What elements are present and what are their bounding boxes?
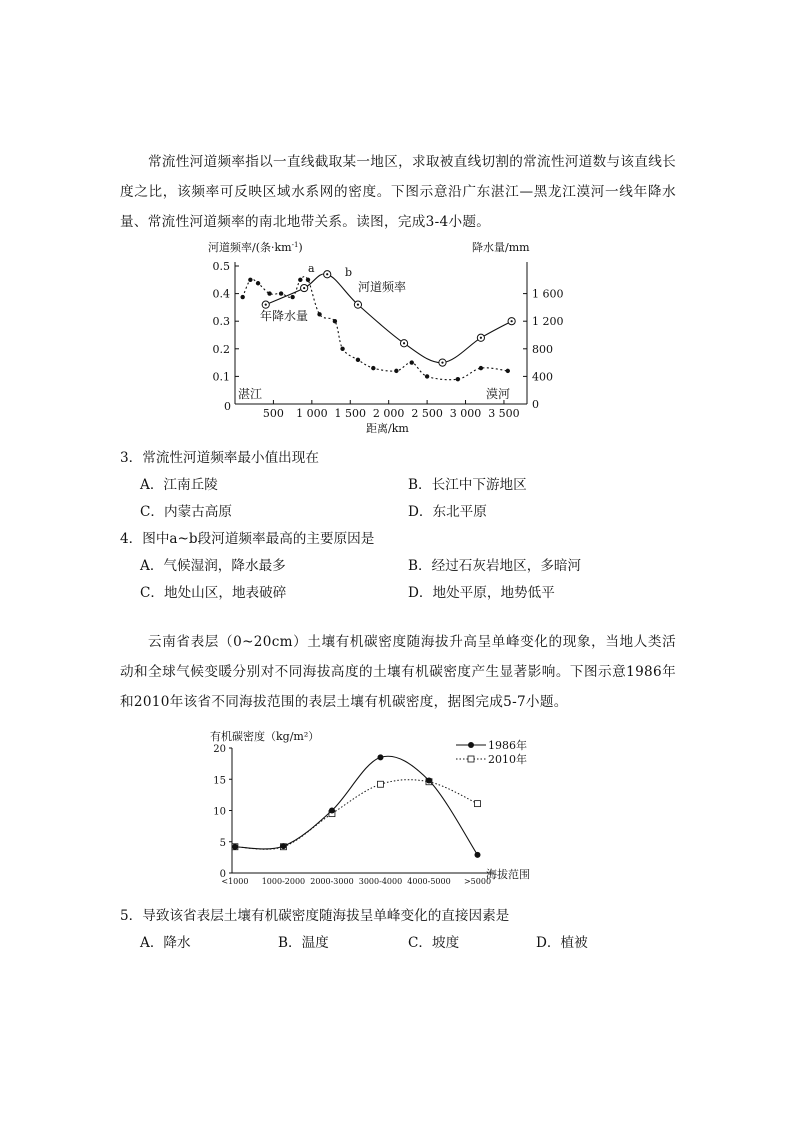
chart2-x-tick-label: 1000-2000 (261, 877, 306, 886)
label-a: a (308, 262, 315, 275)
chart2-y-tick-label: 15 (213, 775, 226, 787)
precipitation-point (317, 312, 321, 316)
chart2-x-tick-label: <1000 (221, 877, 249, 886)
series-1986-point (280, 843, 286, 849)
precipitation-point (290, 295, 294, 299)
river-frequency-point-center (303, 287, 305, 289)
legend-2010-marker (468, 756, 474, 762)
chart2-x-tick-label: >5000 (463, 877, 492, 886)
chart1-ylabel-left: 河道频率/(条$\cdot km^{-1}$) (208, 241, 303, 254)
chart2-xlabel: 海拔范围 (486, 868, 530, 881)
chart1-xlabel: 距离/km (366, 422, 409, 435)
series-1986-point (232, 844, 238, 850)
series-2010-point (475, 801, 481, 807)
precipitation-point (248, 278, 252, 282)
precipitation-point (340, 347, 344, 351)
chart1-x-tick-label: 500 (262, 407, 284, 420)
q3-option-c[interactable]: C．内蒙古高原 (140, 504, 232, 520)
precipitation-point (456, 377, 460, 381)
chart1-right-tick-label: 800 (532, 342, 553, 356)
chart2-y-tick-label: 10 (213, 806, 226, 818)
chart-soil-organic-carbon (200, 722, 560, 890)
q4-option-c[interactable]: C．地处山区，地表破碎 (140, 585, 287, 601)
series-2010-line (235, 780, 478, 850)
q4-option-a[interactable]: A．气候湿润，降水最多 (140, 558, 286, 574)
precipitation-point (356, 358, 360, 362)
q5-option-d[interactable]: D．植被 (536, 935, 588, 951)
q4-option-b[interactable]: B．经过石灰岩地区，多暗河 (408, 558, 582, 574)
chart1-x-tick-label: 1 500 (334, 407, 367, 420)
place-mohe: 漠河 (486, 387, 511, 401)
chart1-x-tick-label: 3 500 (488, 407, 520, 420)
chart1-right-tick-label: 0 (532, 398, 539, 411)
precipitation-point (279, 291, 283, 295)
question-5-stem: 5．导致该省表层土壤有机碳密度随海拔呈单峰变化的直接因素是 (120, 908, 510, 924)
q5-option-b[interactable]: B．温度 (278, 935, 329, 951)
river-frequency-point-center (265, 304, 267, 306)
series-1986-point (426, 778, 432, 784)
q5-option-a[interactable]: A．降水 (140, 935, 191, 951)
series-2010-point (377, 781, 383, 787)
chart2-y-tick-label: 5 (219, 837, 226, 849)
chart1-left-tick-label: 0.5 (212, 260, 230, 273)
chart1-right-tick-label: 1 600 (532, 287, 564, 301)
river-frequency-point-center (357, 304, 359, 306)
series-label-precipitation: 年降水量 (260, 309, 309, 323)
passage-2: 云南省表层（0~20cm）土壤有机碳密度随海拔升高呈单峰变化的现象，当地人类活动和全球气候变暖分别对不同海拔高度的土壤有机碳密度产生显著影响。下图示意1986年和2010年该省不同海拔范围的表层土壤有机碳密度，据图完成5-7小题。 (120, 634, 676, 710)
river-frequency-point-center (511, 320, 513, 322)
chart2-x-tick-label: 4000-5000 (407, 877, 451, 886)
chart1-origin-label: 0 (224, 400, 231, 413)
precipitation-point (333, 319, 337, 323)
q3-option-d[interactable]: D．东北平原 (408, 504, 487, 520)
chart1-left-tick-label: 0.3 (212, 315, 230, 329)
river-frequency-point-center (480, 337, 482, 339)
precipitation-point (371, 366, 375, 370)
chart1-x-tick-label: 1 000 (296, 407, 328, 420)
precipitation-point (240, 295, 244, 299)
chart1-x-tick-label: 2 000 (372, 407, 405, 420)
river-frequency-point-center (403, 342, 405, 344)
chart1-right-tick-label: 400 (532, 370, 553, 384)
question-3-stem: 3．常流性河道频率最小值出现在 (120, 450, 319, 466)
series-1986-point (475, 852, 481, 858)
q5-option-c[interactable]: C．坡度 (408, 935, 460, 951)
river-frequency-point-center (326, 273, 328, 275)
chart1-left-tick-label: 0.4 (212, 287, 230, 301)
chart-river-frequency-precipitation (200, 236, 564, 436)
chart2-x-tick-label: 2000-3000 (310, 877, 354, 886)
chart1-left-tick-label: 0.2 (212, 342, 230, 356)
chart1-left-tick-label: 0.1 (212, 370, 230, 384)
q3-option-b[interactable]: B．长江中下游地区 (408, 477, 527, 493)
q3-option-a[interactable]: A．江南丘陵 (140, 477, 218, 493)
chart2-ylabel: 有机碳密度（kg/m²） (210, 730, 320, 743)
precipitation-point (425, 374, 429, 378)
chart1-right-tick-label: 1 200 (532, 315, 564, 329)
precipitation-point (306, 278, 310, 282)
q4-option-d[interactable]: D．地处平原，地势低平 (408, 585, 555, 601)
precipitation-point (506, 369, 510, 373)
precipitation-point (267, 291, 271, 295)
series-1986-point (377, 754, 383, 760)
chart1-x-tick-label: 2 500 (411, 407, 443, 420)
legend-2010-label: 2010年 (488, 753, 527, 766)
precipitation-point (479, 366, 483, 370)
label-b: b (345, 266, 353, 279)
precipitation-point (256, 281, 260, 285)
legend-1986-label: 1986年 (488, 739, 527, 752)
precipitation-point (298, 278, 302, 282)
legend-1986-marker (468, 742, 474, 748)
river-frequency-point-center (441, 362, 443, 364)
chart1-ylabel-right: 降水量/mm (472, 241, 530, 254)
chart1-x-tick-label: 3 000 (449, 407, 482, 420)
chart2-x-tick-label: 3000-4000 (358, 877, 403, 886)
chart2-y-tick-label: 0 (219, 869, 226, 880)
place-zhanjiang: 湛江 (238, 387, 263, 401)
precipitation-point (410, 360, 414, 364)
precipitation-point (394, 369, 398, 373)
series-1986-line (235, 756, 478, 855)
series-label-river-frequency: 河道频率 (358, 280, 407, 294)
chart2-y-tick-label: 20 (213, 744, 226, 755)
question-4-stem: 4．图中a~b段河道频率最高的主要原因是 (120, 531, 375, 547)
passage-1: 常流性河道频率指以一直线截取某一地区，求取被直线切割的常流性河道数与该直线长度之比，该频率可反映区域水系网的密度。下图示意沿广东湛江—黑龙江漠河一线年降水量、常流性河道频率的南北地带关系。读图，完成3-4小题。 (120, 154, 676, 230)
series-1986-point (329, 808, 335, 814)
